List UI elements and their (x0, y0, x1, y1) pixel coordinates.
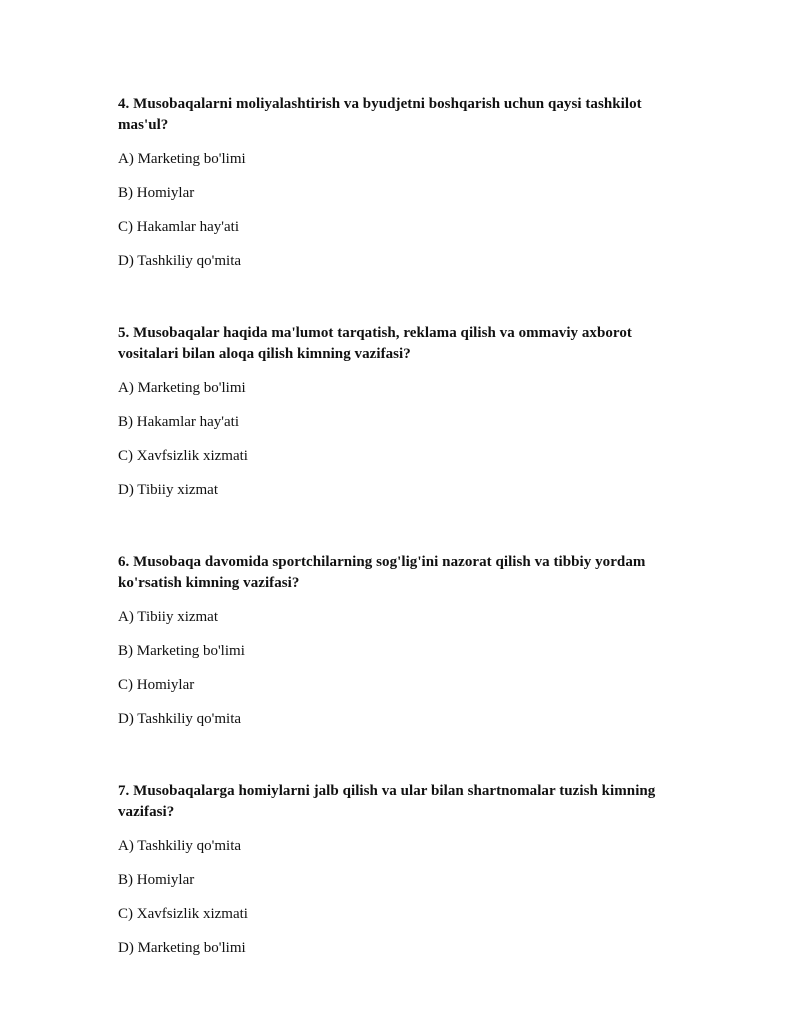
question-4 (118, 94, 690, 271)
option-d: D) Tibiiy xizmat (118, 482, 219, 498)
question-5 (118, 323, 690, 500)
option-c: C) Xavfsizlik xizmati (118, 906, 248, 922)
option-c: C) Hakamlar hay'ati (118, 219, 239, 235)
question-text: 4. Musobaqalarni moliyalashtirish va byudjetni boshqarish uchun qaysi tashkilot mas'ul? (118, 96, 642, 133)
question-text: 7. Musobaqalarga homiylarni jalb qilish va ular bilan shartnomalar tuzish kimning vazifasi? (118, 783, 656, 820)
option-b: B) Homiylar (118, 872, 195, 888)
option-a: A) Marketing bo'limi (118, 151, 246, 167)
option-b: B) Homiylar (118, 185, 195, 201)
option-d: D) Tashkiliy qo'mita (118, 253, 242, 269)
option-d: D) Marketing bo'limi (118, 940, 246, 956)
option-d: D) Tashkiliy qo'mita (118, 711, 242, 727)
question-6 (118, 552, 690, 729)
options-list (118, 836, 690, 958)
option-b: B) Hakamlar hay'ati (118, 414, 239, 430)
option-a: A) Tashkiliy qo'mita (118, 838, 242, 854)
option-a: A) Tibiiy xizmat (118, 609, 219, 625)
option-c: C) Xavfsizlik xizmati (118, 448, 248, 464)
options-list (118, 378, 690, 500)
options-list (118, 149, 690, 271)
options-list (118, 607, 690, 729)
question-7 (118, 781, 690, 958)
question-text: 6. Musobaqa davomida sportchilarning sog'lig'ini nazorat qilish va tibbiy yordam ko'rsatish kimning vazifasi? (118, 554, 646, 591)
question-text: 5. Musobaqalar haqida ma'lumot tarqatish, reklama qilish va ommaviy axborot vositalari bilan aloqa qilish kimning vazifasi? (118, 325, 632, 362)
option-b: B) Marketing bo'limi (118, 643, 245, 659)
option-c: C) Homiylar (118, 677, 195, 693)
option-a: A) Marketing bo'limi (118, 380, 246, 396)
